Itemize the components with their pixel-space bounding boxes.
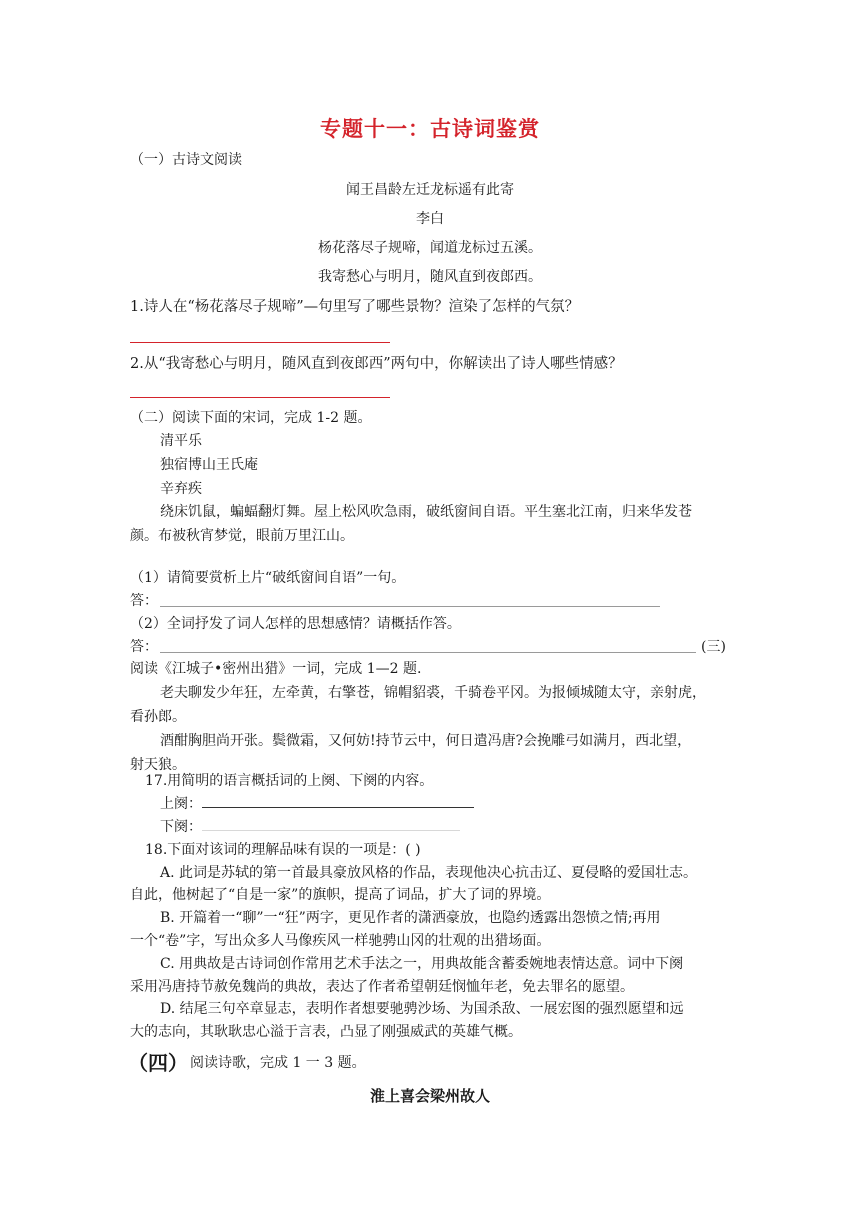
jcz-body-1-line-1: 老夫聊发少年狂，左牵黄，右擎苍，锦帽貂裘，千骑卷平冈。为报倾城随太守，亲射虎， [160,685,706,701]
answer-line-1-2 [130,397,390,398]
section-4-marker: （四） [128,1051,188,1075]
upper-que-answer-line[interactable] [202,807,474,808]
section-2-heading: （二）阅读下面的宋词，完成 1-2 题。 [130,410,372,426]
option-d-line-1: D. 结尾三句卒章显志，表明作者想要驰骋沙场、为国杀敌、一展宏图的强烈愿望和远 [160,1001,684,1017]
option-a-line-1: A. 此词是苏轼的第一首最具豪放风格的作品，表现他决心抗击辽、夏侵略的爱国壮志。 [160,865,698,881]
question-17: 17.用简明的语言概括词的上阕、下阕的内容。 [145,773,434,789]
ci-author: 辛弃疾 [160,481,202,497]
ci-subtitle: 独宿博山王氏庵 [160,457,258,473]
ci-pai-name: 清平乐 [160,433,202,449]
question-1-1: 1.诗人在“杨花落尽子规啼”—句里写了哪些景物？渲染了怎样的气氛？ [130,299,580,315]
jcz-body-2-line-1: 酒酣胸胆尚开张。鬓微霜，又何妨!持节云中，何日遣冯唐?会挽雕弓如满月，西北望， [160,733,692,749]
answer-line-1-1 [130,342,390,343]
option-c-line-2: 采用冯唐持节赦免魏尚的典故，表达了作者希望朝廷悯恤年老，免去罪名的愿望。 [130,979,634,995]
option-d-line-2: 大的志向，其耿耿忠心溢于言表，凸显了刚强威武的英雄气概。 [130,1024,522,1040]
lower-que-label: 下阕： [160,819,202,835]
poem-1-line-2: 我寄愁心与明月，随风直到夜郎西。 [318,269,542,285]
option-a-line-2: 自此，他树起了“自是一家”的旗帜，提高了词品，扩大了词的界境。 [130,887,551,903]
question-1-2: 2.从“我寄愁心与明月，随风直到夜郎西”两句中，你解读出了诗人哪些情感？ [130,356,623,372]
upper-que-label: 上阕： [160,796,202,812]
section-1-heading: （一）古诗文阅读 [130,152,242,168]
section-4-heading: 阅读诗歌，完成 1 一 3 题。 [190,1055,366,1071]
ci-body-line-1: 绕床饥鼠，蝙蝠翻灯舞。屋上松风吹急雨，破纸窗间自语。平生塞北江南，归来华发苍 [160,504,692,520]
question-2-1: （1）请简要赏析上片“破纸窗间自语”一句。 [130,570,406,586]
jcz-body-1-line-2: 看孙郎。 [130,709,186,725]
poem-1-title: 闻王昌龄左迁龙标遥有此寄 [346,182,514,198]
question-2-2: （2）全词抒发了词人怎样的思想感情？请概括作答。 [130,616,461,632]
jcz-body-2-line-2: 射天狼。 [130,757,186,773]
ci-body-line-2: 颜。布被秋宵梦觉，眼前万里江山。 [130,528,354,544]
lower-que-answer-line[interactable] [202,830,460,831]
option-b-line-1: B. 开篇着一“聊”一“狂”两字，更见作者的潇洒豪放，也隐约透露出怨愤之情;再用 [160,910,661,926]
answer-line-2-1[interactable] [160,606,660,607]
answer-line-2-2[interactable] [160,652,696,653]
poem-4-title: 淮上喜会梁州故人 [369,1087,490,1105]
answer-label-2-2: 答： [130,639,158,655]
option-b-line-2: 一个“卷”字，写出众多人马像疾风一样驰骋山冈的壮观的出猎场面。 [130,933,551,949]
question-18: 18.下面对该词的理解品味有误的一项是：( ) [145,842,421,858]
option-c-line-1: C. 用典故是古诗词创作常用艺术手法之一，用典故能含蓄委婉地表情达意。词中下阕 [160,956,684,972]
answer-label-2-1: 答： [130,593,158,609]
section-3-heading: 阅读《江城子•密州出猎》一词，完成 1—2 题. [130,661,422,677]
page-title: 专题十一：古诗词鉴赏 [320,116,540,141]
poem-1-author: 李白 [416,211,444,227]
poem-1-line-1: 杨花落尽子规啼，闻道龙标过五溪。 [318,240,542,256]
section-3-marker: (三) [701,639,726,655]
